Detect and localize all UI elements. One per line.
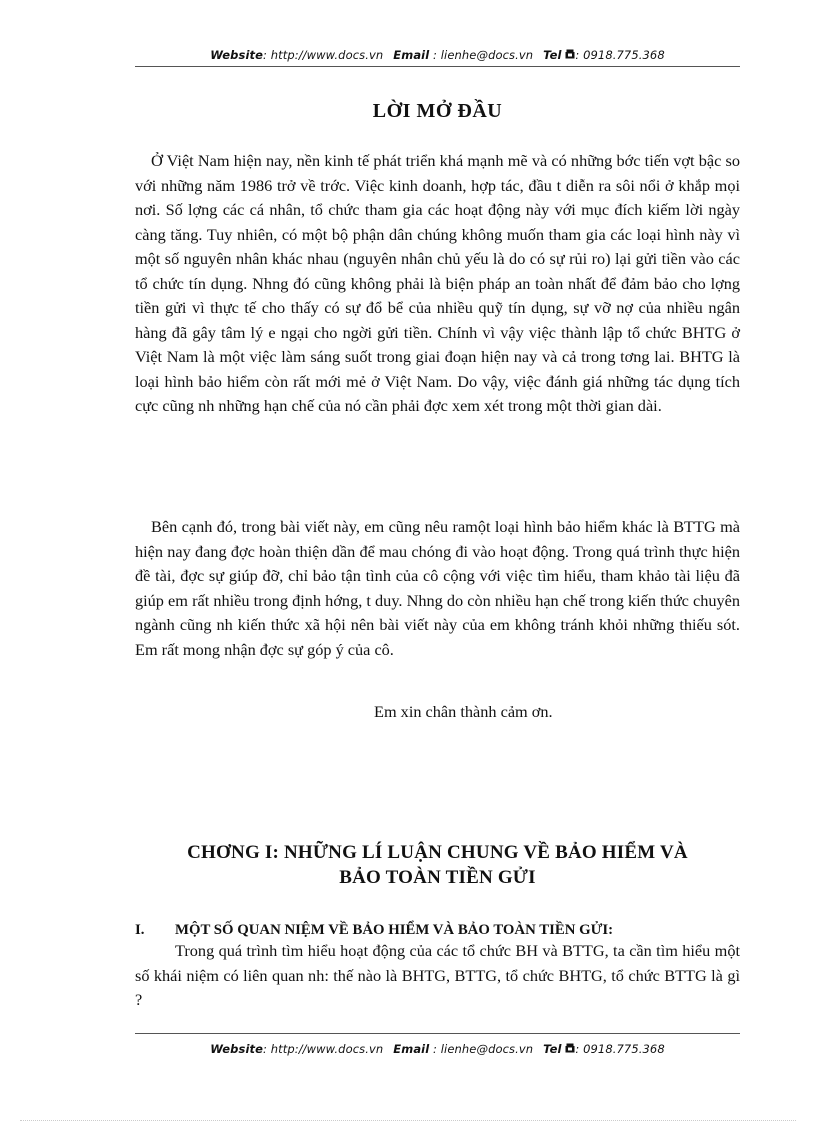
section-paragraph: Trong quá trình tìm hiểu hoạt động của các tổ chức BH và BTTG, ta cần tìm hiểu một số khái niệm có liên quan nh: thế nào là BHTG, BTTG, tổ chức BHTG, tổ chức BTTG là gì ? — [135, 941, 740, 1009]
section-number: I. — [135, 922, 145, 938]
section-title: MỘT SỐ QUAN NIỆM VỀ BẢO HIỂM VÀ BẢO TOÀN TIỀN GỬI: — [175, 922, 614, 938]
footer-email-label: Email — [393, 1042, 430, 1056]
footer-rule — [135, 1033, 740, 1034]
thanks-line: Em xin chân thành cảm ơn. — [374, 702, 553, 721]
chapter-title-line-2: BẢO TOÀN TIỀN GỬI — [339, 867, 536, 888]
footer-website-label: Website — [210, 1042, 263, 1056]
page-title: LỜI MỞ ĐẦU — [372, 100, 503, 122]
section-heading — [135, 922, 740, 939]
chapter-title-line-1: CHƠNG I: NHỮNG LÍ LUẬN CHUNG VỀ BẢO HIỂM VÀ — [187, 842, 688, 863]
header-tel-label: Tel — [543, 48, 562, 62]
header-website-url[interactable]: : http://www.docs.vn — [262, 48, 384, 62]
header-website-label: Website — [210, 48, 263, 62]
page-header — [135, 48, 740, 62]
chapter-title — [135, 840, 740, 890]
footer-tel-number: : 0918.775.368 — [575, 1042, 665, 1056]
header-email-address[interactable]: : lienhe@docs.vn — [429, 48, 534, 62]
header-tel-number: : 0918.775.368 — [575, 48, 665, 62]
phone-icon — [565, 48, 575, 62]
header-email-label: Email — [393, 48, 430, 62]
intro-paragraph-2: Bên cạnh đó, trong bài viết này, em cũng nêu ramột loại hình bảo hiểm khác là BTTG mà hiện nay đang đợc hoàn thiện dần để mau chóng đi vào hoạt động. Trong quá trình thực hiện đề tài, đợc sự giúp đỡ, chỉ bảo tận tình của cô cộng với việc tìm hiểu, tham khảo tài liệu đã giúp em rất nhiều trong định hớng, t duy. Nhng do còn nhiều hạn chế trong kiến thức chuyên ngành cũng nh kiến thức xã hội nên bài viết này của em không tránh khỏi những thiếu sót. Em rất mong nhận đợc sự góp ý của cô. — [135, 517, 740, 659]
intro-paragraph-1: Ở Việt Nam hiện nay, nền kinh tế phát triển khá mạnh mẽ và có những bớc tiến vợt bậc so với những năm 1986 trở về trớc. Việc kinh doanh, hợp tác, đầu t diễn ra sôi nổi ở khắp mọi nơi. Số lợng các cá nhân, tổ chức tham gia các hoạt động này với mục đích kiếm lời ngày càng tăng. Tuy nhiên, có một bộ phận dân chúng không muốn tham gia các loại hình này vì một số nguyên nhân khác nhau (nguyên nhân chủ yếu là do có sự rủi ro) lại gửi tiền vào các tổ chức tín dụng. Nhng đó cũng không phải là biện pháp an toàn nhất để đảm bảo cho lợng tiền gửi vì thực tế cho thấy có sự đổ bể của nhiều quỹ tín dụng, sự vỡ nợ của nhiều ngân hàng đã gây tâm lý e ngại cho ngời gửi tiền. Chính vì vậy việc thành lập tổ chức BHTG ở Việt Nam là một việc làm sáng suốt trong giai đoạn hiện nay và cả trong tơng lai. BHTG là loại hình bảo hiểm còn rất mới mẻ ở Việt Nam. Do vậy, việc đánh giá những tác dụng tích cực cũng nh những hạn chế của nó cần phải đợc xem xét trong một thời gian dài. — [135, 151, 740, 415]
phone-icon — [565, 1042, 575, 1056]
page-bottom-border — [20, 1120, 796, 1121]
page-footer — [135, 1042, 740, 1056]
header-rule — [135, 66, 740, 67]
footer-tel-label: Tel — [543, 1042, 562, 1056]
footer-website-url[interactable]: : http://www.docs.vn — [262, 1042, 384, 1056]
footer-email-address[interactable]: : lienhe@docs.vn — [429, 1042, 534, 1056]
